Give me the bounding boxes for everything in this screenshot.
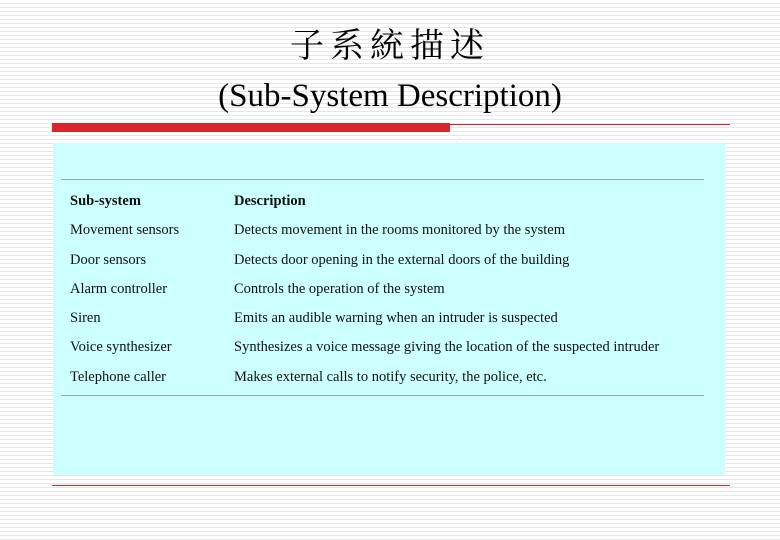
title-underline-thin — [450, 124, 730, 125]
table-row — [61, 215, 704, 244]
table-row — [61, 274, 704, 303]
table-row — [61, 303, 704, 332]
slide-title-chinese: 子系統描述 — [290, 26, 490, 66]
subsystem-cell: Alarm controller — [70, 280, 168, 297]
table-panel — [53, 143, 725, 475]
table-row — [61, 332, 704, 361]
subsystem-cell: Telephone caller — [70, 368, 166, 385]
slide-title-english: (Sub-System Description) — [218, 78, 562, 114]
description-cell: Synthesizes a voice message giving the location of the suspected intruder — [234, 339, 660, 356]
subsystem-cell: Siren — [70, 310, 101, 327]
description-cell: Emits an audible warning when an intruder is suspected — [234, 310, 558, 327]
description-cell: Detects door opening in the external doors of the building — [234, 251, 570, 268]
description-cell: Detects movement in the rooms monitored by the system — [234, 222, 566, 239]
header-description: Description — [234, 193, 306, 209]
title-underline-thick — [52, 123, 450, 132]
table-row — [61, 245, 704, 274]
header-subsystem: Sub-system — [70, 193, 141, 209]
footer-rule — [52, 485, 730, 486]
description-cell: Controls the operation of the system — [234, 280, 445, 297]
subsystem-cell: Door sensors — [70, 251, 147, 268]
subsystem-cell: Voice synthesizer — [70, 339, 172, 356]
subsystem-table — [61, 179, 704, 396]
table-row — [61, 362, 704, 391]
description-cell: Makes external calls to notify security, the police, etc. — [234, 368, 547, 385]
subsystem-cell: Movement sensors — [70, 222, 180, 239]
table-header-row — [61, 186, 704, 215]
